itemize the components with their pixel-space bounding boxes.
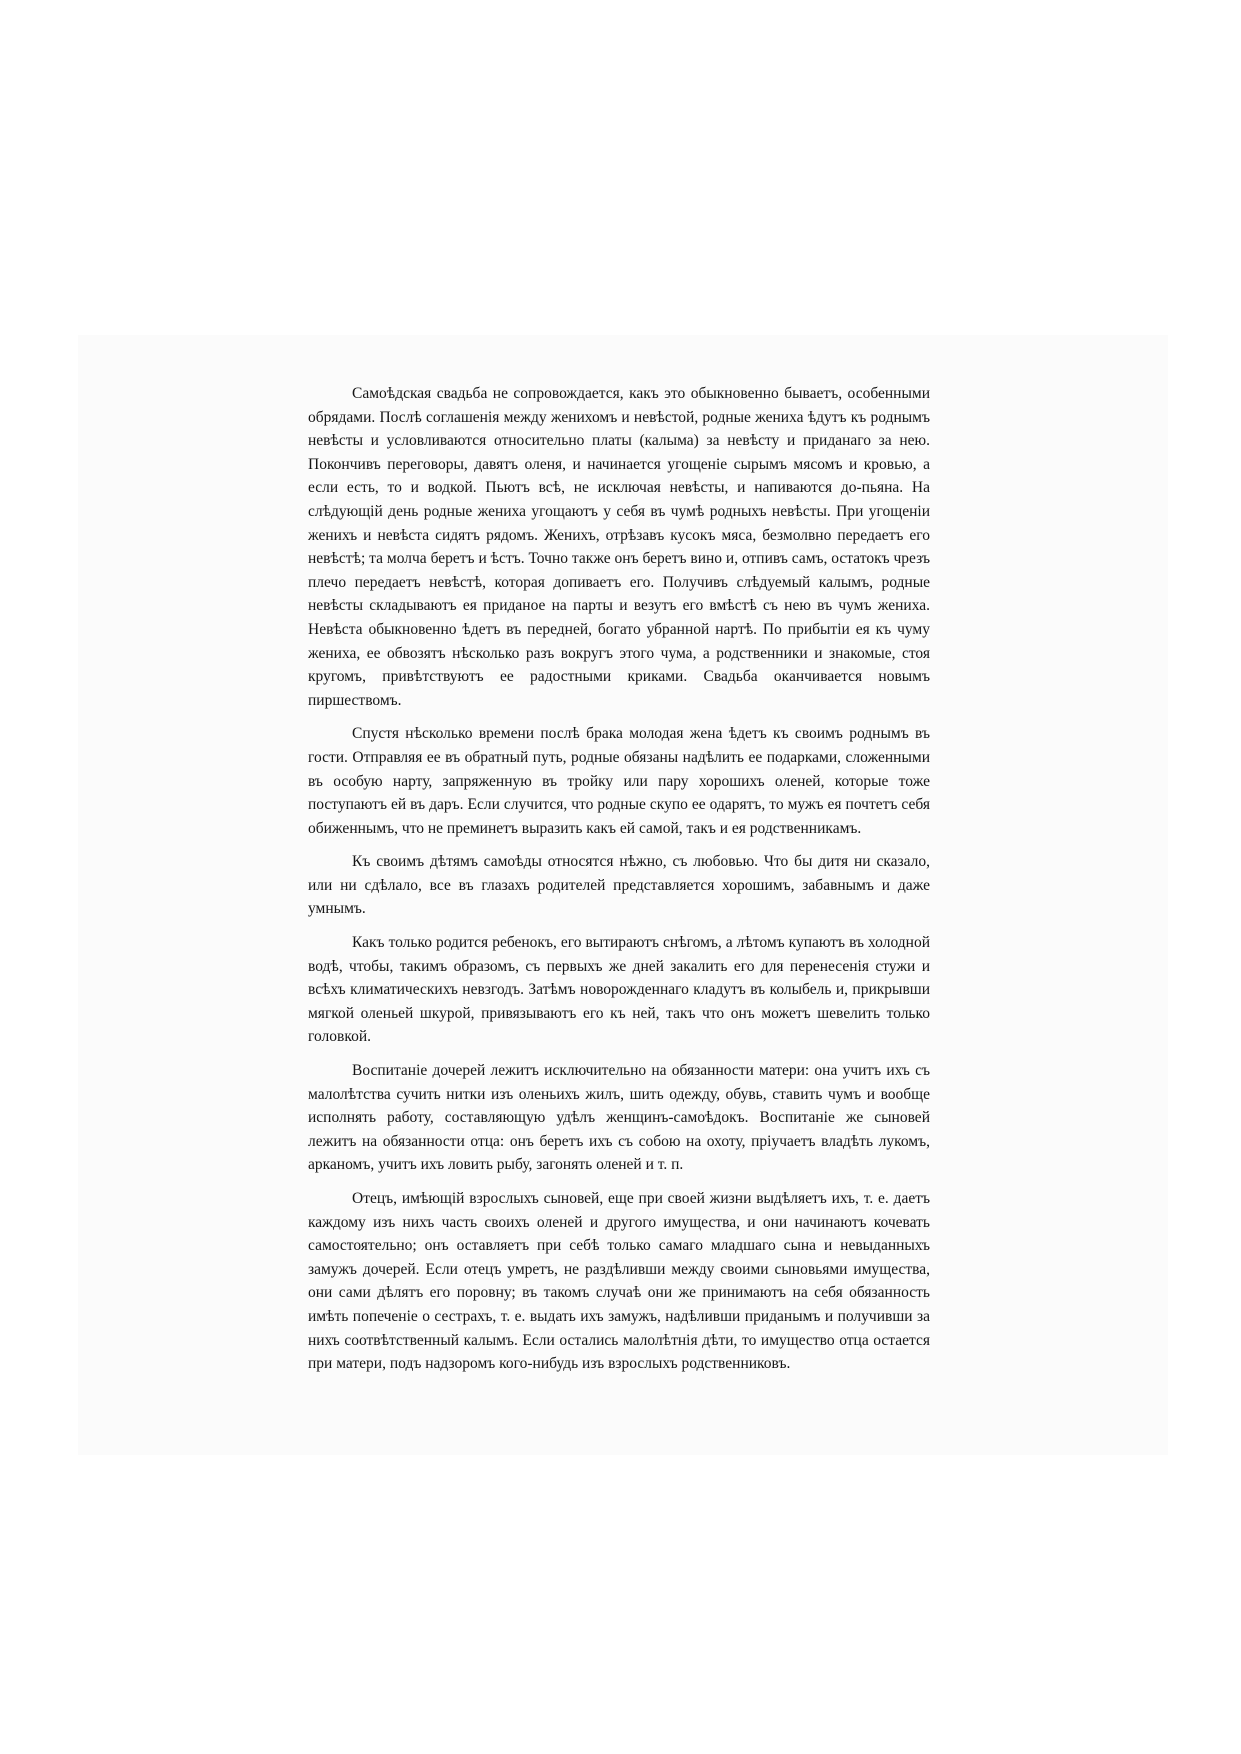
paragraph-wedding: Самоѣдская свадьба не сопровождается, какъ это обыкновенно бываетъ, особенными обрядами. Послѣ соглашенія между женихомъ и невѣстой, родные жениха ѣдутъ къ роднымъ невѣсты и условливаются относительно платы (калыма) за невѣсту и приданаго за нею. Покончивъ переговоры, давятъ оленя, и начинается угощеніе сырымъ мясомъ и кровью, а если есть, то и водкой. Пьютъ всѣ, не исключая невѣсты, и напиваются до-пьяна. На слѣдующій день родные жениха угощаютъ у себя въ чумѣ родныхъ невѣсты. При угощеніи женихъ и невѣста сидятъ рядомъ. Женихъ, отрѣзавъ кусокъ мяса, безмолвно передаетъ его невѣстѣ; та молча беретъ и ѣстъ. Точно также онъ беретъ вино и, отпивъ самъ, остатокъ чрезъ плечо передаетъ невѣстѣ, которая допиваетъ его. Получивъ слѣдуемый калымъ, родные невѣсты складываютъ ея приданое на парты и везутъ его вмѣстѣ съ нею въ чумъ жениха. Невѣста обыкновенно ѣдетъ въ передней, богато убранной нартѣ. По прибытіи ея къ чуму жениха, ее обвозятъ нѣсколько разъ вокругъ этого чума, а родственники и знакомые, стоя кругомъ, привѣтствуютъ ее радостными криками. Свадьба оканчивается новымъ пиршествомъ. xyxy=(308,385,930,709)
page-text xyxy=(308,382,930,1376)
paragraph-newborn: Какъ только родится ребенокъ, его вытираютъ снѣгомъ, а лѣтомъ купаютъ въ холодной водѣ, чтобы, такимъ образомъ, съ первыхъ же дней закалить его для перенесенія стужи и всѣхъ климатическихъ невзгодъ. Затѣмъ новорожденнаго кладутъ въ колыбель и, прикрывши мягкой оленьей шкурой, привязываютъ его къ ней, такъ что онъ можетъ шевелить только головкой. xyxy=(308,934,930,1046)
paragraph-upbringing: Воспитаніе дочерей лежитъ исключительно на обязанности матери: она учитъ ихъ съ малолѣтства сучить нитки изъ оленьихъ жилъ, шить одежду, обувь, ставить чумъ и вообще исполнять работу, составляющую удѣлъ женщинъ-самоѣдокъ. Воспитаніе же сыновей лежитъ на обязанности отца: онъ беретъ ихъ съ собою на охоту, пріучаетъ владѣть лукомъ, арканомъ, учитъ ихъ ловить рыбу, загонять оленей и т. п. xyxy=(308,1062,930,1174)
paragraph-children: Къ своимъ дѣтямъ самоѣды относятся нѣжно, съ любовью. Что бы дитя ни сказало, или ни сдѣлало, все въ глазахъ родителей представляется хорошимъ, забавнымъ и даже умнымъ. xyxy=(308,853,930,918)
paragraph-inheritance: Отецъ, имѣющій взрослыхъ сыновей, еще при своей жизни выдѣляетъ ихъ, т. е. даетъ каждому изъ нихъ часть своихъ оленей и другого имущества, и они начинаютъ кочевать самостоятельно; онъ оставляетъ при себѣ только самаго младшаго сына и невыданныхъ замужъ дочерей. Если отецъ умретъ, не раздѣливши между своими сыновьями имущества, они сами дѣлятъ его поровну; въ такомъ случаѣ они же принимаютъ на себя обязанность имѣть попеченіе о сестрахъ, т. е. выдать ихъ замужъ, надѣливши приданымъ и получивши за нихъ соотвѣтственный калымъ. Если остались малолѣтнія дѣти, то имущество отца остается при матери, подъ надзоромъ кого-нибудь изъ взрослыхъ родственниковъ. xyxy=(308,1190,930,1373)
paragraph-visit-relatives: Спустя нѣсколько времени послѣ брака молодая жена ѣдетъ къ своимъ роднымъ въ гости. Отправляя ее въ обратный путь, родные обязаны надѣлить ее подарками, сложенными въ особую нарту, запряженную въ тройку или пару хорошихъ оленей, которые тоже поступаютъ ей въ даръ. Если случится, что родные скупо ее одарятъ, то мужъ ея почтетъ себя обиженнымъ, что не преминетъ выразить какъ ей самой, такъ и ея родственникамъ. xyxy=(308,725,930,837)
